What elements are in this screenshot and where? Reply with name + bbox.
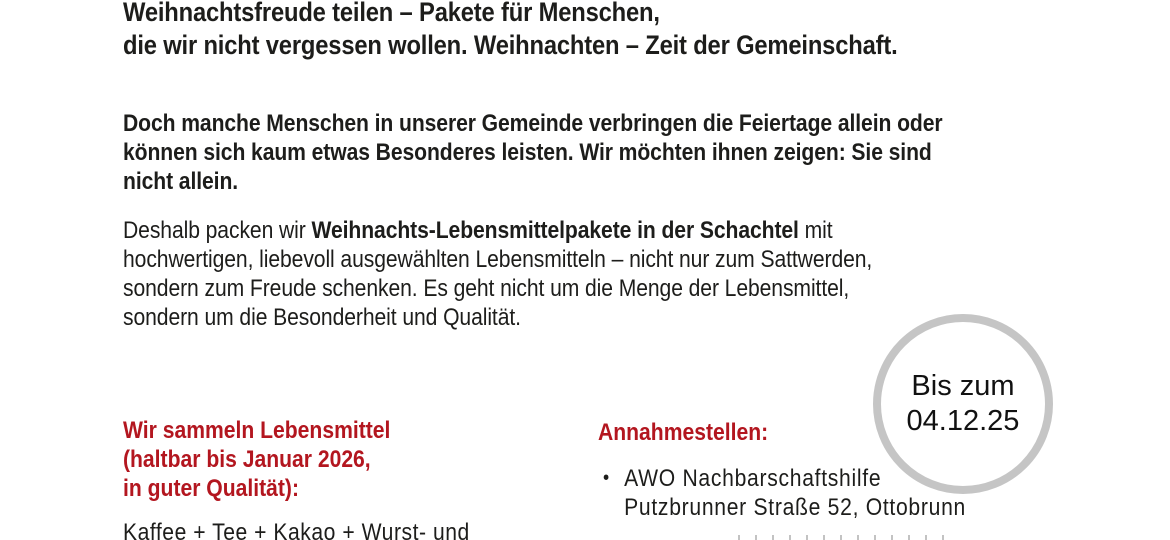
collect-heading <box>123 416 390 503</box>
intro-line: nicht allein. <box>123 168 239 195</box>
body-line: sondern zum Freude schenken. Es geht nicht um die Menge der Lebensmittel, <box>123 275 850 302</box>
collect-heading-line: in guter Qualität): <box>123 475 299 502</box>
collect-heading-line: Wir sammeln Lebensmittel <box>123 417 391 444</box>
body-line1-bold: Weihnachts-Lebensmittelpakete in der Schachtel <box>311 217 799 244</box>
collect-heading-line: (haltbar bis Januar 2026, <box>123 446 371 473</box>
intro-line: Doch manche Menschen in unserer Gemeinde verbringen die Feiertage allein oder <box>123 110 943 137</box>
deadline-badge-line1: Bis zum <box>911 370 1015 402</box>
locations-heading: Annahmestellen: <box>598 419 769 446</box>
body-line <box>123 216 872 245</box>
intro-paragraph <box>123 109 943 196</box>
page-title <box>123 0 898 62</box>
page-title-line1: Weihnachtsfreude teilen – Pakete für Menschen, <box>123 0 660 27</box>
location-address <box>624 464 966 522</box>
location-name: AWO Nachbarschaftshilfe <box>624 465 882 492</box>
body-line1-suffix: mit <box>798 217 833 244</box>
body-line: sondern um die Besonderheit und Qualität. <box>123 304 521 331</box>
page-title-line2: die wir nicht vergessen wollen. Weihnachten – Zeit der Gemeinschaft. <box>123 30 898 60</box>
intro-line: können sich kaum etwas Besonderes leisten. Wir möchten ihnen zeigen: Sie sind <box>123 139 932 166</box>
location-street: Putzbrunner Straße 52, Ottobrunn <box>624 494 966 521</box>
body-paragraph <box>123 216 872 332</box>
body-line1-prefix: Deshalb packen wir <box>123 217 312 244</box>
food-items-line: Kaffee + Tee + Kakao + Wurst- und <box>123 519 470 540</box>
clipped-text-line <box>738 535 956 540</box>
deadline-badge-line2: 04.12.25 <box>906 405 1020 437</box>
body-line: hochwertigen, liebevoll ausgewählten Lebensmitteln – nicht nur zum Sattwerden, <box>123 246 873 273</box>
location-item <box>603 464 966 522</box>
bullet-icon: • <box>603 467 610 489</box>
